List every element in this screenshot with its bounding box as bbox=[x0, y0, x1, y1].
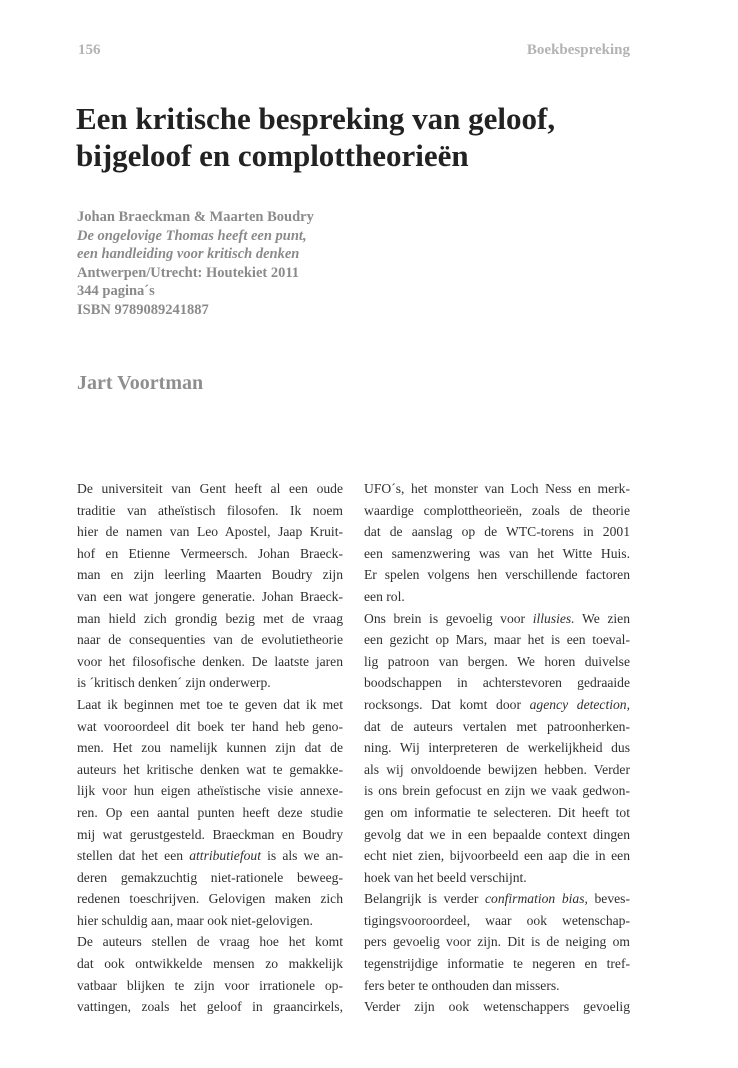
text-line bbox=[77, 564, 343, 586]
text-line bbox=[364, 759, 630, 781]
text-segment: waardige complottheorieën, zoals de theorie bbox=[364, 502, 630, 518]
text-segment: lig patroon van bergen. We horen duivelse bbox=[364, 653, 630, 669]
text-segment: ning. Wij interpreteren de werkelijkheid dus bbox=[364, 740, 630, 756]
text-segment: pers gevoelig voor zijn. Dit is de neiging om bbox=[364, 934, 630, 950]
text-segment: van een wat jongere generatie. Johan Braeck- bbox=[77, 588, 343, 604]
text-segment: voor het filosofische denken. De laatste jaren bbox=[77, 653, 343, 669]
text-line bbox=[77, 780, 343, 802]
text-line bbox=[364, 500, 630, 522]
text-segment: Verder zijn ook wetenschappers gevoelig bbox=[364, 999, 630, 1015]
book-authors: Johan Braeckman & Maarten Boudry bbox=[77, 209, 314, 225]
text-segment: Laat ik beginnen met toe te geven dat ik met bbox=[77, 696, 343, 712]
text-segment: De universiteit van Gent heeft al een oude bbox=[77, 481, 343, 496]
text-line bbox=[364, 672, 630, 694]
text-segment: vattingen, zoals het geloof in graancirkels, bbox=[77, 999, 343, 1015]
text-segment: man en zijn leerling Maarten Boudry zijn bbox=[77, 567, 343, 583]
text-segment: De auteurs stellen de vraag hoe het komt bbox=[77, 934, 343, 950]
text-line bbox=[77, 716, 343, 738]
text-line bbox=[77, 888, 343, 910]
text-line bbox=[364, 996, 630, 1018]
text-line bbox=[77, 867, 343, 889]
text-line bbox=[364, 975, 630, 997]
text-segment: We zien bbox=[574, 610, 631, 626]
book-title-line-2: een handleiding voor kritisch denken bbox=[77, 246, 300, 262]
article-title-line-2: bijgeloof en complottheorieën bbox=[76, 138, 469, 173]
text-line bbox=[364, 629, 630, 651]
text-segment: als wij onvoldoende bewijzen hebben. Verder bbox=[364, 761, 630, 777]
text-line bbox=[77, 478, 343, 500]
emphasis-term: confirmation bias, bbox=[485, 891, 588, 907]
text-line bbox=[364, 608, 630, 630]
text-line bbox=[364, 543, 630, 565]
text-line bbox=[364, 716, 630, 738]
text-line bbox=[364, 694, 630, 716]
text-segment: gevolg dat we in een bepaalde context dingen bbox=[364, 826, 630, 842]
text-segment: UFO´s, het monster van Loch Ness en merk- bbox=[364, 481, 630, 496]
reviewer-name: Jart Voortman bbox=[77, 372, 204, 394]
text-segment: dat ook ontwikkelde mensen zo makkelijk bbox=[77, 956, 343, 972]
book-title-line-1: De ongelovige Thomas heeft een punt, bbox=[77, 227, 307, 244]
emphasis-term: attributiefout bbox=[189, 848, 261, 864]
text-segment: man hield zich grondig bezig met de vraag bbox=[77, 610, 343, 626]
text-line bbox=[77, 824, 343, 846]
text-line bbox=[364, 824, 630, 846]
text-segment: hier schuldig aan, maar ook niet-gelovigen. bbox=[77, 912, 313, 928]
text-segment: een samenzwering was van het Witte Huis. bbox=[364, 545, 630, 561]
text-segment: is ´kritisch denken´ zijn onderwerp. bbox=[77, 675, 271, 691]
text-segment: hier de namen van Leo Apostel, Jaap Kruit- bbox=[77, 524, 343, 540]
text-segment: wat vooroordeel dit boek ter hand heb geno- bbox=[77, 718, 343, 734]
text-line bbox=[77, 759, 343, 781]
book-publisher: Antwerpen/Utrecht: Houtekiet 2011 bbox=[77, 264, 300, 281]
body-column-right bbox=[364, 478, 630, 1018]
text-line bbox=[364, 845, 630, 867]
text-line bbox=[77, 975, 343, 997]
text-line bbox=[364, 867, 630, 889]
text-line bbox=[77, 586, 343, 608]
text-segment: Belangrijk is verder bbox=[364, 891, 485, 907]
text-line bbox=[77, 543, 343, 565]
text-segment: ren. Op een aantal punten heeft deze studie bbox=[77, 804, 343, 820]
text-line bbox=[364, 651, 630, 673]
body-column-left bbox=[77, 478, 343, 1018]
text-segment: hoek van het beeld verschijnt. bbox=[364, 869, 527, 885]
text-segment: tegenstrijdige informatie te negeren en tref- bbox=[364, 956, 630, 972]
text-line bbox=[364, 931, 630, 953]
text-line bbox=[77, 500, 343, 522]
text-segment: men. Het zou namelijk kunnen zijn dat de bbox=[77, 740, 343, 756]
text-line bbox=[364, 737, 630, 759]
text-segment: echt niet zien, bijvoorbeeld een aap die in een bbox=[364, 848, 630, 864]
text-line bbox=[77, 694, 343, 716]
text-line bbox=[77, 910, 343, 932]
text-line bbox=[364, 910, 630, 932]
text-segment: is ons brein gefocust en zijn we vaak gedwon- bbox=[364, 783, 630, 799]
text-segment: dat de auteurs vertalen met patroonherken- bbox=[364, 718, 630, 734]
text-line bbox=[364, 478, 630, 500]
text-line bbox=[364, 802, 630, 824]
text-line bbox=[364, 953, 630, 975]
text-line bbox=[77, 953, 343, 975]
text-segment: tigingsvooroordeel, waar ook wetenschap- bbox=[364, 912, 630, 928]
text-segment: vatbaar blijken te zijn voor irrationele op- bbox=[77, 977, 343, 993]
text-line bbox=[364, 780, 630, 802]
text-segment: lijk voor hun eigen atheïstische visie annexe- bbox=[77, 783, 343, 799]
text-segment: rocksongs. Dat komt door bbox=[364, 696, 530, 712]
text-line bbox=[77, 845, 343, 867]
text-segment: gen om informatie te selecteren. Dit heeft tot bbox=[364, 804, 630, 820]
text-segment: deren gemakzuchtig niet-rationele beweeg- bbox=[77, 869, 343, 885]
text-segment: traditie van atheïstisch filosofen. Ik noem bbox=[77, 502, 343, 518]
text-segment: dat de aanslag op de WTC-torens in 2001 bbox=[364, 524, 630, 540]
text-segment: een rol. bbox=[364, 588, 405, 604]
text-segment: een gezicht op Mars, maar het is een toeval- bbox=[364, 632, 630, 648]
text-segment: redenen toeschrijven. Gelovigen maken zich bbox=[77, 891, 343, 907]
text-line bbox=[77, 996, 343, 1018]
text-line bbox=[77, 629, 343, 651]
text-line bbox=[364, 888, 630, 910]
emphasis-term: illusies. bbox=[532, 610, 575, 626]
text-segment: naar de consequenties van de evolutietheorie bbox=[77, 632, 343, 648]
text-segment: auteurs het kritische denken wat te gemakke- bbox=[77, 761, 343, 777]
text-line bbox=[364, 586, 630, 608]
running-header bbox=[78, 42, 630, 62]
text-segment: Ons brein is gevoelig voor bbox=[364, 610, 533, 626]
text-segment: boodschappen in achterstevoren gedraaide bbox=[364, 675, 630, 691]
text-segment: hof en Etienne Vermeersch. Johan Braeck- bbox=[77, 545, 343, 561]
text-line bbox=[77, 802, 343, 824]
emphasis-term: agency detection, bbox=[529, 696, 630, 712]
text-line bbox=[77, 672, 343, 694]
article-title bbox=[76, 100, 656, 174]
book-isbn: ISBN 9789089241887 bbox=[77, 301, 209, 318]
text-line bbox=[77, 737, 343, 759]
article-title-line-1: Een kritische bespreking van geloof, bbox=[76, 101, 556, 136]
text-line bbox=[77, 608, 343, 630]
text-line bbox=[77, 521, 343, 543]
text-line bbox=[77, 651, 343, 673]
page-number: 156 bbox=[78, 42, 101, 58]
book-pages: 344 pagina´s bbox=[77, 283, 155, 299]
text-line bbox=[77, 931, 343, 953]
section-title: Boekbespreking bbox=[526, 42, 630, 58]
text-segment: mij wat gerustgesteld. Braeckman en Boudry bbox=[77, 826, 343, 842]
text-segment: beves- bbox=[587, 891, 630, 907]
text-segment: stellen dat het een bbox=[77, 848, 190, 864]
text-line bbox=[364, 564, 630, 586]
text-segment: fers beter te onthouden dan missers. bbox=[364, 977, 560, 993]
book-details bbox=[77, 208, 314, 319]
text-segment: Er spelen volgens hen verschillende factoren bbox=[364, 567, 630, 583]
text-line bbox=[364, 521, 630, 543]
text-segment: is als we an- bbox=[260, 848, 343, 864]
